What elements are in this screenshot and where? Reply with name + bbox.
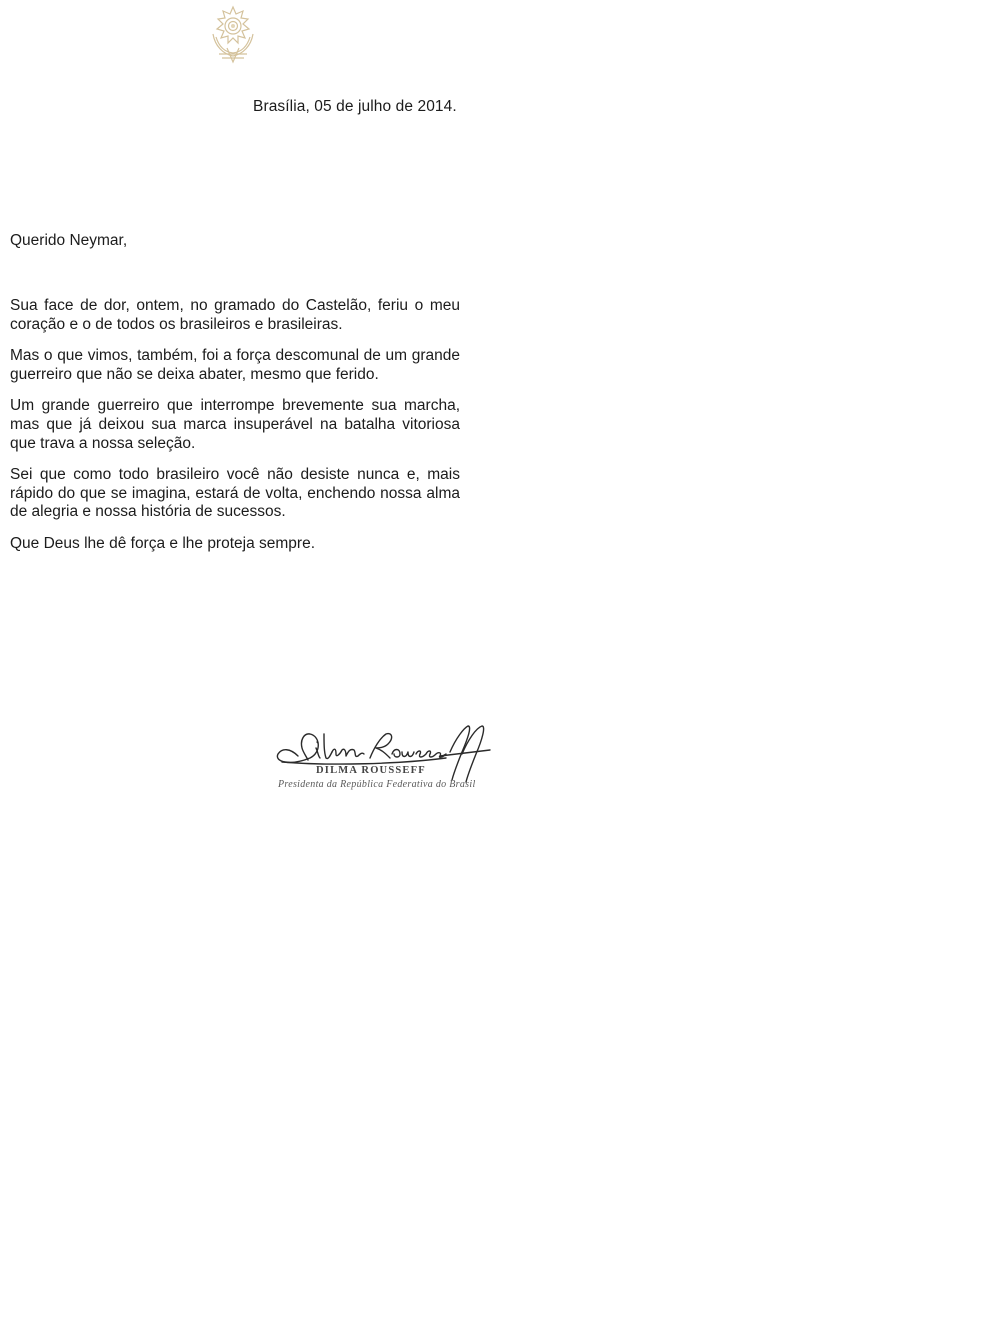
letter-closing: Que Deus lhe dê força e lhe proteja sempre.: [10, 534, 316, 552]
letter-paragraph: Um grande guerreiro que interrompe brevemente sua marcha, mas que já deixou sua marca insuperável na batalha vitoriosa que trava a nossa seleção.: [10, 397, 460, 452]
signature-block: [270, 718, 500, 798]
signer-title: Presidenta da República Federativa do Brasil: [278, 779, 476, 790]
letter-paragraph: Sua face de dor, ontem, no gramado do Castelão, feriu o meu coração e o de todos os brasileiros e brasileiras.: [10, 297, 460, 333]
letter-body: [10, 297, 460, 567]
coat-of-arms-seal-icon: [205, 4, 261, 66]
letter-paragraph: Mas o que vimos, também, foi a força descomunal de um grande guerreiro que não se deixa abater, mesmo que ferido.: [10, 347, 460, 383]
letter-date: Brasília, 05 de julho de 2014.: [253, 98, 457, 115]
signer-name: DILMA ROUSSEFF: [316, 765, 426, 776]
letter-paragraph: Sei que como todo brasileiro você não desiste nunca e, mais rápido do que se imagina, estará de volta, enchendo nossa alma de alegria e nossa história de sucessos.: [10, 466, 460, 521]
letter-greeting: Querido Neymar,: [10, 232, 128, 249]
